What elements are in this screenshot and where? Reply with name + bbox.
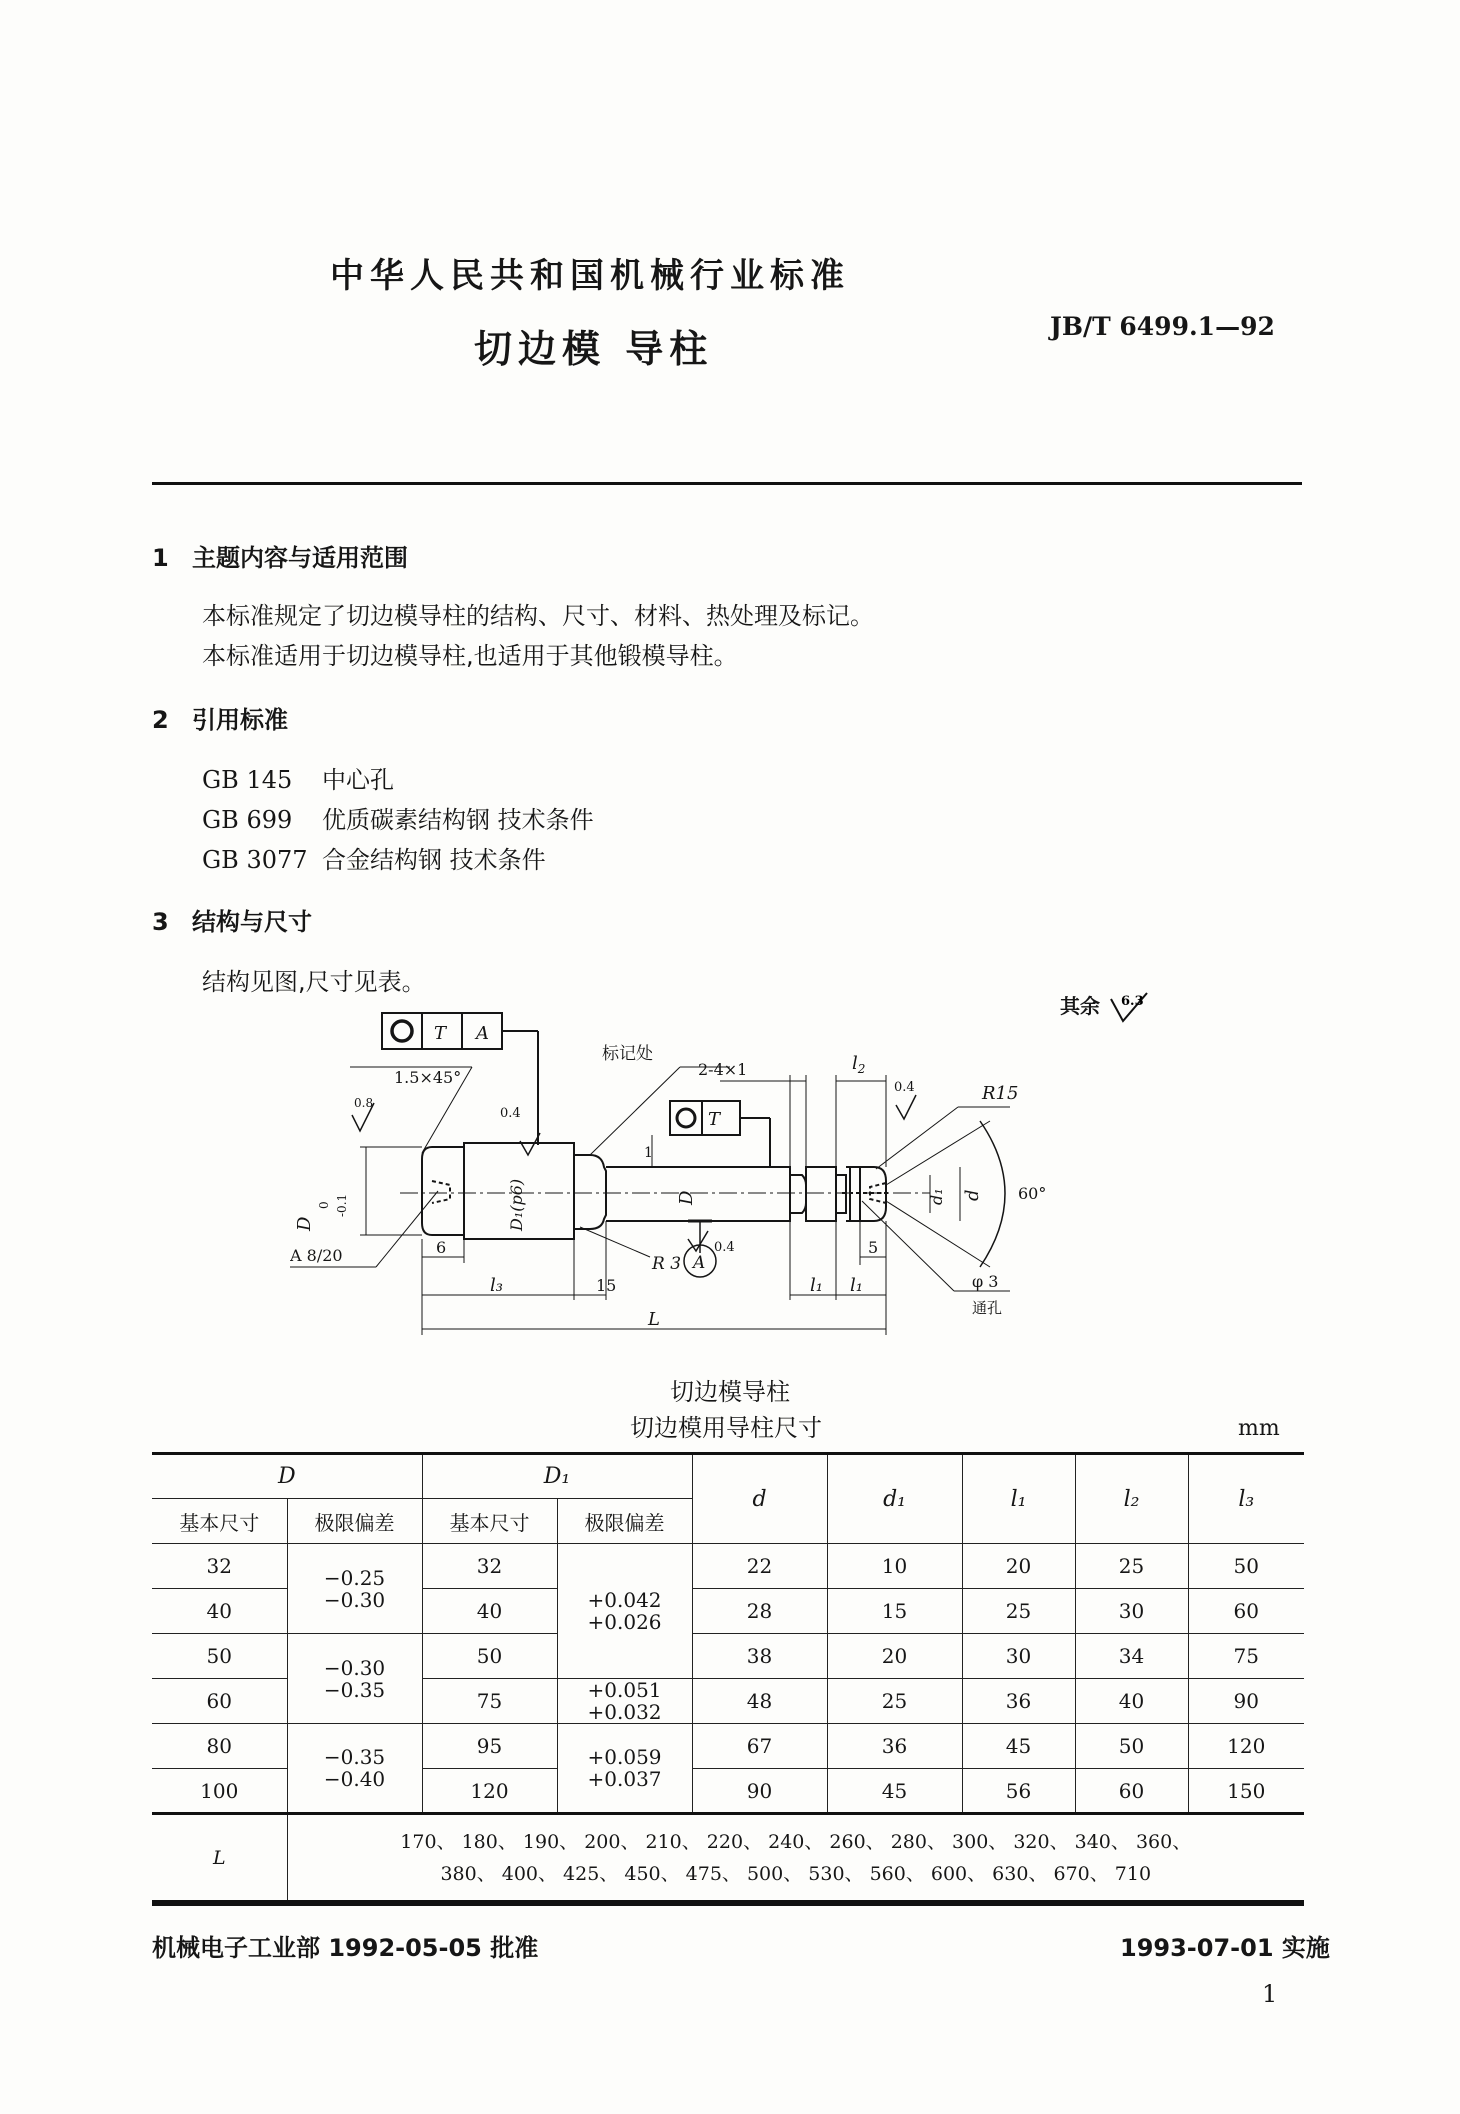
table-row [152, 1724, 1304, 1769]
cell-l2: 60 [1075, 1769, 1188, 1814]
table-row [152, 1544, 1304, 1589]
roughness-note-label: 其余 [1060, 994, 1100, 1018]
cell-small-d1: 10 [827, 1544, 962, 1589]
section-2-number: 2 [152, 706, 169, 734]
section-1-title: 主题内容与适用范围 [192, 544, 408, 572]
section-3-heading [152, 902, 312, 937]
reference-item [202, 800, 594, 835]
page-number: 1 [1262, 1980, 1278, 2008]
tolerance-frame-runout [670, 1101, 740, 1135]
cell-l1: 36 [962, 1679, 1075, 1724]
header-d-tolerance: 极限偏差 [287, 1499, 422, 1544]
shaft-groove-1 [790, 1175, 806, 1213]
shaft-neck [574, 1155, 606, 1229]
dim-6-label: 6 [436, 1238, 447, 1257]
circularity-icon [392, 1021, 412, 1041]
l3-dim-label: l₃ [490, 1275, 503, 1296]
l1-dim-label-b: l₁ [850, 1275, 863, 1296]
d-tolerance-lower: -0.1 [335, 1193, 349, 1217]
table-caption: 切边模用导柱尺寸 [630, 1414, 822, 1442]
dimensions-table [152, 1452, 1304, 1903]
cell-d-tolerance: −0.25 −0.30 [287, 1544, 422, 1634]
header-small-d1: d₁ [827, 1454, 962, 1544]
guide-pillar-drawing [290, 995, 1050, 1375]
cell-d-basic: 60 [152, 1679, 287, 1724]
cell-small-d: 28 [692, 1589, 827, 1634]
section-1-number: 1 [152, 544, 169, 572]
shaft-guide-section [606, 1167, 790, 1221]
l2-label: $l_2$ [852, 1053, 866, 1076]
cell-d1-basic: 32 [422, 1544, 557, 1589]
cell-l3: 90 [1188, 1679, 1304, 1724]
section-3-number: 3 [152, 908, 169, 936]
overall-length-label: L [648, 1309, 660, 1330]
mark-position-label: 标记处 [602, 1044, 653, 1064]
cell-l2: 30 [1075, 1589, 1188, 1634]
section-1-para-1: 本标准规定了切边模导柱的结构、尺寸、材料、热处理及标记。 [202, 602, 874, 630]
roughness-04-right-label: 0.4 [894, 1080, 915, 1095]
cell-d1-tolerance: +0.051 +0.032 [557, 1679, 692, 1724]
groove-depth-label: 1 [644, 1145, 653, 1161]
d-tolerance-upper: 0 [317, 1201, 331, 1209]
cell-l3: 50 [1188, 1544, 1304, 1589]
cell-d1-tolerance: +0.059 +0.037 [557, 1724, 692, 1814]
header-d1-tolerance: 极限偏差 [557, 1499, 692, 1544]
roughness-04-label: 0.4 [500, 1106, 521, 1121]
cell-small-d1: 36 [827, 1724, 962, 1769]
title-rule [152, 482, 1302, 485]
datum-a-label: A [693, 1253, 706, 1273]
roughness-04-bottom-label: 0.4 [714, 1240, 735, 1255]
approval-note: 机械电子工业部 1992-05-05 批准 [152, 1934, 539, 1962]
standard-code: JB/T 6499.1—92 [1050, 312, 1275, 341]
dim-15-label: 15 [596, 1276, 617, 1295]
cell-small-d1: 15 [827, 1589, 962, 1634]
cell-l1: 20 [962, 1544, 1075, 1589]
d-mid-label: D [676, 1190, 697, 1205]
radius-r3-label: R 3 [652, 1254, 682, 1274]
reference-name: 中心孔 [322, 766, 394, 794]
cell-d-basic: 40 [152, 1589, 287, 1634]
header-d1-group: D₁ [422, 1454, 692, 1499]
length-series-row [152, 1814, 1304, 1902]
header-l3: l₃ [1188, 1454, 1304, 1544]
reference-code: GB 3077 [202, 846, 308, 874]
header-d-group: D [152, 1454, 422, 1499]
reference-name: 合金结构钢 技术条件 [322, 846, 546, 874]
cell-d-basic: 80 [152, 1724, 287, 1769]
cell-l3: 150 [1188, 1769, 1304, 1814]
cell-l3: 75 [1188, 1634, 1304, 1679]
cell-small-d: 22 [692, 1544, 827, 1589]
cell-d-tolerance: −0.35 −0.40 [287, 1724, 422, 1814]
cell-l1: 30 [962, 1634, 1075, 1679]
frame2-label-T: T [708, 1109, 721, 1130]
cell-d1-basic: 95 [422, 1724, 557, 1769]
d1-p6-label: D₁(p6) [507, 1178, 526, 1231]
table-unit: mm [1238, 1416, 1280, 1441]
footer-rule [152, 1903, 1304, 1906]
d-tolerance-label: D [294, 1216, 315, 1231]
section-3-title: 结构与尺寸 [192, 908, 312, 936]
section-1-para-2: 本标准适用于切边模导柱,也适用于其他锻模导柱。 [202, 642, 738, 670]
angle-60-label: 60° [1018, 1184, 1047, 1203]
header-l1: l₁ [962, 1454, 1075, 1544]
section-2-heading [152, 700, 288, 735]
length-label: L [152, 1814, 287, 1902]
cell-l1: 25 [962, 1589, 1075, 1634]
reference-code: GB 699 [202, 806, 293, 834]
length-values-line-1: 170、 180、 190、 200、 210、 220、 240、 260、 280、 300、 320、 340、 360、 [400, 1830, 1192, 1853]
cell-small-d1: 20 [827, 1634, 962, 1679]
roughness-note [1060, 990, 1151, 1025]
table-header-row [152, 1454, 1304, 1499]
cross-hole-phi3-label: φ 3 [972, 1272, 999, 1291]
cell-small-d1: 45 [827, 1769, 962, 1814]
cell-small-d: 48 [692, 1679, 827, 1724]
cell-l2: 40 [1075, 1679, 1188, 1724]
reference-code: GB 145 [202, 766, 293, 794]
roughness-note-value: 6.3 [1120, 993, 1144, 1009]
section-1-heading [152, 538, 408, 573]
header-l2: l₂ [1075, 1454, 1188, 1544]
radius-r15-label: R15 [982, 1083, 1019, 1104]
frame-label-T: T [434, 1023, 447, 1044]
center-hole-a820-label: A 8/20 [290, 1246, 343, 1265]
cell-d1-basic: 50 [422, 1634, 557, 1679]
cell-l1: 56 [962, 1769, 1075, 1814]
frame-label-A: A [476, 1023, 489, 1044]
angle-arc [980, 1121, 1005, 1267]
cell-d1-basic: 120 [422, 1769, 557, 1814]
cell-d-basic: 32 [152, 1544, 287, 1589]
cell-d-basic: 50 [152, 1634, 287, 1679]
cell-small-d: 67 [692, 1724, 827, 1769]
section-2-title: 引用标准 [192, 706, 288, 734]
cell-l3: 120 [1188, 1724, 1304, 1769]
reference-item [202, 840, 546, 875]
cell-l2: 50 [1075, 1724, 1188, 1769]
shaft-land [806, 1167, 836, 1221]
roughness-08-label: 0.8 [354, 1096, 374, 1110]
table-row [152, 1634, 1304, 1679]
reference-item [202, 760, 394, 795]
cell-small-d: 38 [692, 1634, 827, 1679]
figure-caption: 切边模导柱 [670, 1378, 790, 1406]
cell-d-basic: 100 [152, 1769, 287, 1814]
groove-label: 2-4×1 [698, 1060, 748, 1079]
chamfer-label: 1.5×45° [394, 1068, 462, 1087]
l1-dim-label-a: l₁ [810, 1275, 823, 1296]
small-d1-label: d₁ [927, 1188, 946, 1205]
roughness-symbol-icon [1107, 991, 1151, 1025]
cell-l2: 34 [1075, 1634, 1188, 1679]
reference-name: 优质碳素结构钢 技术条件 [322, 806, 594, 834]
runout-icon [677, 1109, 695, 1127]
cell-d1-basic: 40 [422, 1589, 557, 1634]
cell-l3: 60 [1188, 1589, 1304, 1634]
cell-small-d: 90 [692, 1769, 827, 1814]
cell-d-tolerance: −0.30 −0.35 [287, 1634, 422, 1724]
section-3-para-1: 结构见图,尺寸见表。 [202, 968, 426, 996]
dim-5-label: 5 [868, 1238, 879, 1257]
standard-org-title: 中华人民共和国机械行业标准 [330, 256, 850, 296]
cell-d1-basic: 75 [422, 1679, 557, 1724]
header-d1-basic: 基本尺寸 [422, 1499, 557, 1544]
header-d-basic: 基本尺寸 [152, 1499, 287, 1544]
cell-l2: 25 [1075, 1544, 1188, 1589]
implementation-note: 1993-07-01 实施 [1120, 1934, 1330, 1962]
roughness-mark-icon [896, 1095, 916, 1119]
cell-d1-tolerance: +0.042 +0.026 [557, 1544, 692, 1679]
cell-small-d1: 25 [827, 1679, 962, 1724]
small-d-label: d [962, 1189, 983, 1201]
length-values-line-2: 380、 400、 425、 450、 475、 500、 530、 560、 600、 630、 670、 710 [440, 1862, 1152, 1885]
left-center-hole [432, 1181, 450, 1203]
shaft-left-end [422, 1147, 464, 1235]
header-small-d: d [692, 1454, 827, 1544]
length-values [287, 1814, 1304, 1902]
cell-l1: 45 [962, 1724, 1075, 1769]
document-title: 切边模 导柱 [474, 327, 714, 371]
through-hole-label: 通孔 [972, 1299, 1003, 1317]
